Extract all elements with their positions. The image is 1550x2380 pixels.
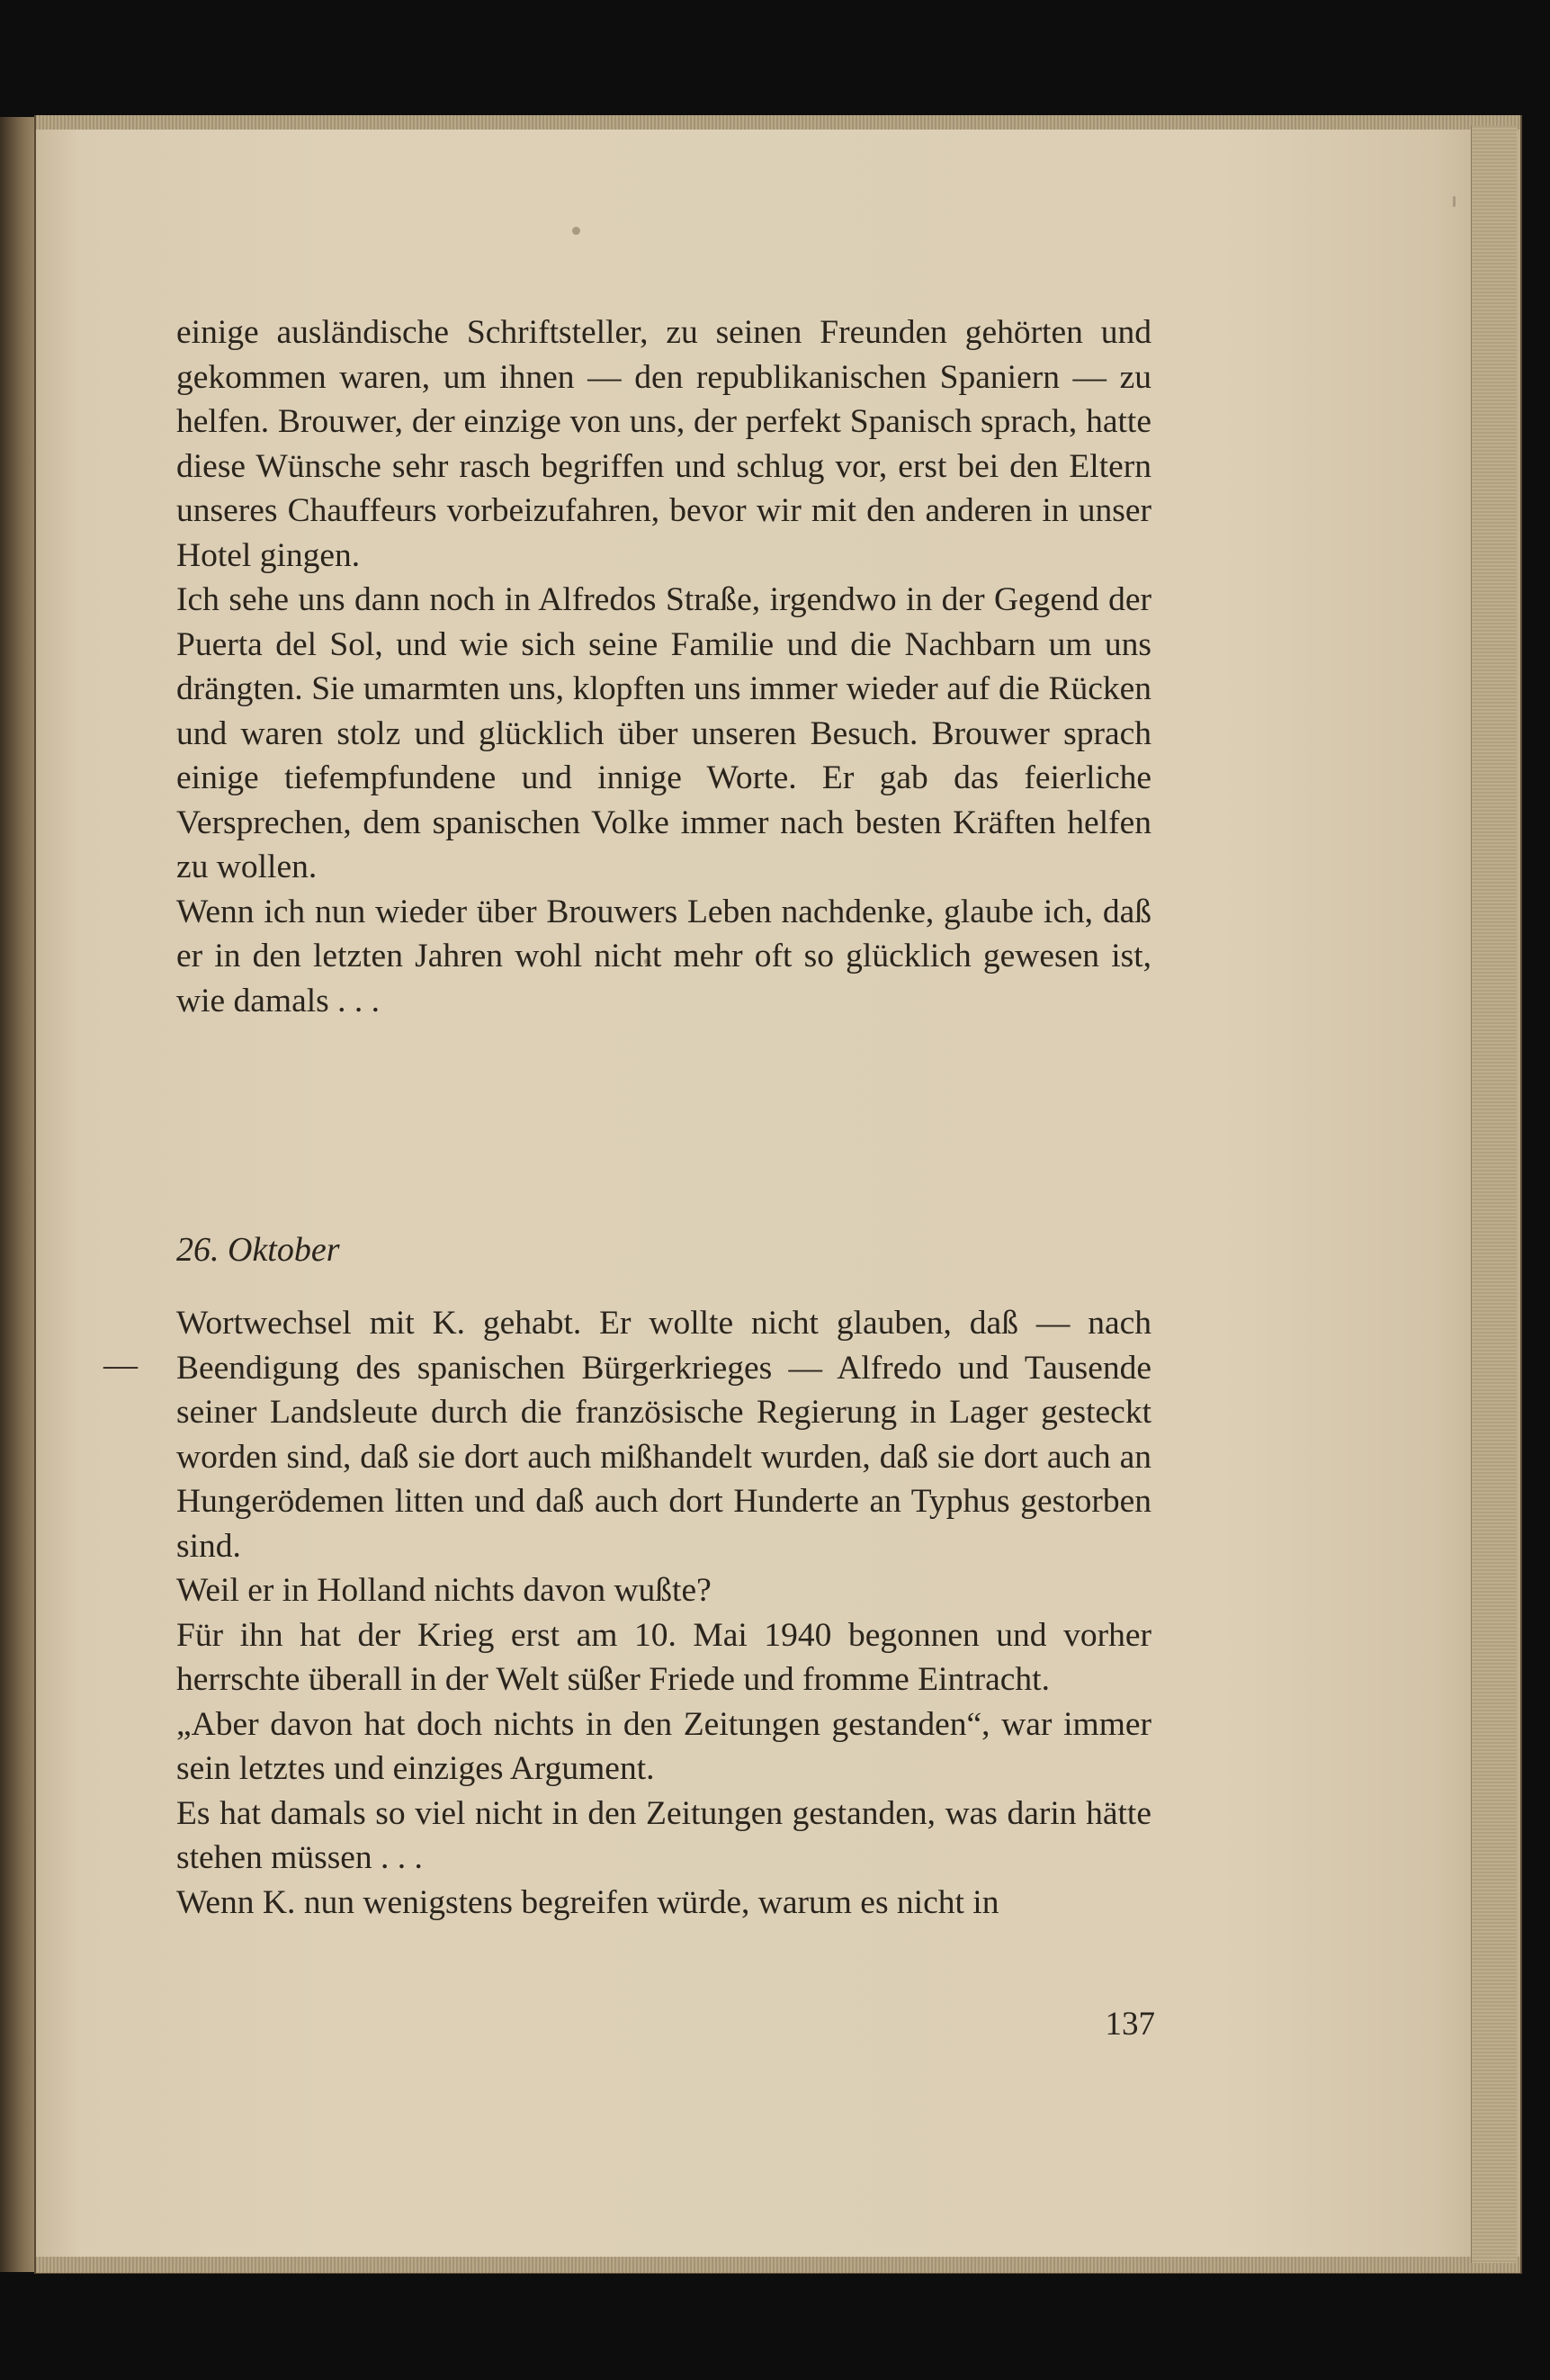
paragraph: Für ihn hat der Krieg erst am 10. Mai 1940 begonnen und vorher herrschte überall in der Welt süßer Friede und fromme Eintracht. xyxy=(176,1616,1151,1698)
paragraph: Wenn K. nun wenigstens begreifen würde, warum es nicht in xyxy=(176,1883,999,1921)
binding-edge-right xyxy=(1471,126,1517,2263)
body-text-top xyxy=(176,310,1151,1023)
margin-mark: — xyxy=(103,1346,138,1384)
body-text-bottom xyxy=(176,1301,1151,1925)
paragraph: Ich sehe uns dann noch in Alfredos Straße, irgendwo in der Gegend der Puerta del Sol, und wie sich seine Familie und die Nachbarn um uns drängten. Sie umarmten uns, klopften uns immer wieder auf die Rücken und waren stolz und glücklich über unseren Besuch. Brouwer sprach einige tiefempfundene und innige Worte. Er gab das feierliche Versprechen, dem spanischen Volke immer nach besten Kräften helfen zu wollen. xyxy=(176,581,1151,885)
paragraph: Wenn ich nun wieder über Brouwers Leben nachdenke, glaube ich, daß er in den letzten Jahren wohl nicht mehr oft so glücklich gewesen ist, wie damals . . . xyxy=(176,893,1151,1019)
paper-speck xyxy=(572,227,580,235)
paragraph: „Aber davon hat doch nichts in den Zeitungen gestanden“, war immer sein letztes und einziges Argument. xyxy=(176,1705,1151,1787)
paragraph: Wortwechsel mit K. gehabt. Er wollte nicht glauben, daß — nach Beendigung des spanischen Bürgerkrieges — Alfredo und Tausende seiner Landsleute durch die französische Regierung in Lager gesteckt worden sind, daß sie dort auch mißhandelt wurden, daß sie dort auch an Hungerödemen litten und daß auch dort Hunderte an Typhus gestorben sind. xyxy=(176,1305,1151,1565)
paragraph: Weil er in Holland nichts davon wußte? xyxy=(176,1572,712,1609)
paragraph: Es hat damals so viel nicht in den Zeitungen gestanden, was darin hätte stehen müssen . . . xyxy=(176,1794,1151,1876)
binding-edge-bottom xyxy=(36,2257,1520,2273)
paragraph: einige ausländische Schriftsteller, zu seinen Freunden gehörten und gekommen waren, um ihnen — den republikanischen Spaniern — zu helfen. Brouwer, der einzige von uns, der perfekt Spanisch sprach, hatte diese Wünsche sehr rasch begriffen und schlug vor, erst bei den Eltern unseres Chauffeurs vorbeizufahren, bevor wir mit den anderen in unser Hotel gingen. xyxy=(176,314,1151,574)
paper-speck xyxy=(1453,196,1456,207)
binding-edge-top xyxy=(36,115,1520,130)
date-heading: 26. Oktober xyxy=(176,1231,340,1269)
page-number: 137 xyxy=(1105,2006,1155,2043)
